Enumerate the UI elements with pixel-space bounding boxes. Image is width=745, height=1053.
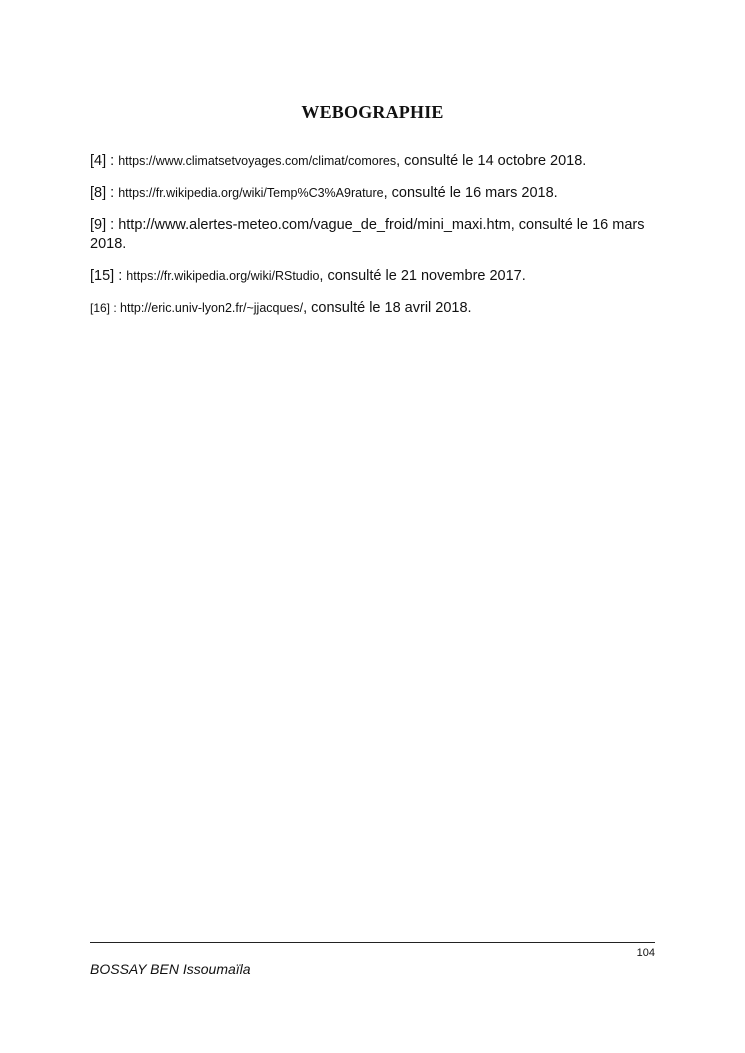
reference-consulted-date: , consulté le 16 mars 2018.	[90, 217, 645, 252]
footer-divider	[90, 942, 655, 943]
reference-url[interactable]: http://www.alertes-meteo.com/vague_de_froid/mini_maxi.htm	[118, 217, 511, 233]
reference-consulted-date: , consulté le 14 octobre 2018.	[396, 153, 587, 169]
reference-label: [15] :	[90, 268, 127, 284]
footer-author: BOSSAY BEN Issoumaïla	[90, 961, 251, 977]
reference-consulted-date: , consulté le 21 novembre 2017.	[319, 268, 526, 284]
reference-consulted-date: , consulté le 18 avril 2018.	[303, 300, 472, 316]
reference-item	[90, 184, 650, 203]
reference-label: [8] :	[90, 185, 119, 201]
page-number: 104	[636, 947, 655, 959]
reference-label: [9] :	[90, 217, 119, 233]
reference-url[interactable]: https://fr.wikipedia.org/wiki/RStudio	[126, 269, 320, 283]
page-title: WEBOGRAPHIE	[301, 102, 444, 123]
reference-item	[90, 299, 650, 318]
reference-label: [4] :	[90, 153, 119, 169]
reference-url[interactable]: https://fr.wikipedia.org/wiki/Temp%C3%A9rature	[118, 186, 384, 200]
reference-consulted-date: , consulté le 16 mars 2018.	[383, 185, 558, 201]
reference-label: [16] :	[90, 301, 121, 315]
reference-item	[90, 216, 650, 254]
reference-item	[90, 267, 650, 286]
reference-list	[90, 152, 650, 331]
reference-url[interactable]: http://eric.univ-lyon2.fr/~jjacques/	[120, 301, 304, 315]
reference-item	[90, 152, 650, 171]
reference-url[interactable]: https://www.climatsetvoyages.com/climat/comores	[118, 154, 397, 168]
